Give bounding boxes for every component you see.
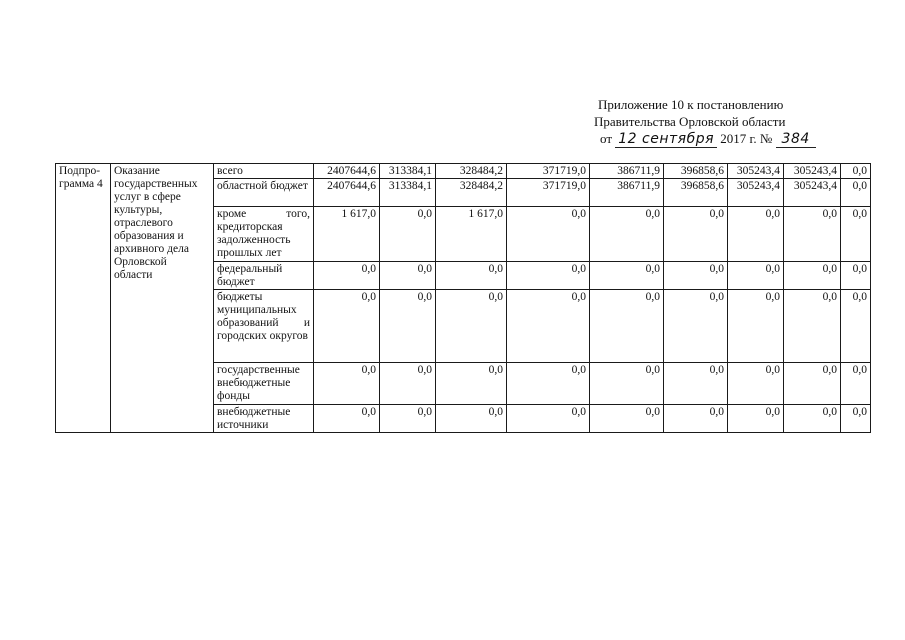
value-cell: 0,0 xyxy=(728,207,784,262)
value-cell: 0,0 xyxy=(314,262,380,290)
value-cell: 0,0 xyxy=(784,290,841,363)
value-cell: 386711,9 xyxy=(590,179,664,207)
value-cell: 0,0 xyxy=(380,405,436,433)
value-cell: 0,0 xyxy=(507,262,590,290)
header-date-number xyxy=(600,130,860,148)
value-cell: 386711,9 xyxy=(590,164,664,179)
subprogram-cell: Подпро- грамма 4 xyxy=(56,164,111,433)
value-cell: 1 617,0 xyxy=(436,207,507,262)
row-label: федеральный бюджет xyxy=(214,262,314,290)
value-cell: 305243,4 xyxy=(784,179,841,207)
value-cell: 0,0 xyxy=(507,207,590,262)
row-label: всего xyxy=(214,164,314,179)
handwritten-date: 12 сентября xyxy=(615,131,717,148)
value-cell: 396858,6 xyxy=(664,164,728,179)
value-cell: 0,0 xyxy=(664,262,728,290)
value-cell: 0,0 xyxy=(590,207,664,262)
row-label: областной бюджет xyxy=(214,179,314,207)
value-cell: 396858,6 xyxy=(664,179,728,207)
value-cell: 0,0 xyxy=(380,363,436,405)
value-cell: 0,0 xyxy=(436,405,507,433)
value-cell: 0,0 xyxy=(728,290,784,363)
document-header xyxy=(560,96,860,148)
value-cell: 305243,4 xyxy=(728,179,784,207)
value-cell: 0,0 xyxy=(436,363,507,405)
header-year-label: 2017 г. № xyxy=(720,131,773,146)
value-cell: 0,0 xyxy=(507,363,590,405)
value-cell: 371719,0 xyxy=(507,179,590,207)
value-cell: 2407644,6 xyxy=(314,179,380,207)
value-cell: 0,0 xyxy=(728,262,784,290)
value-cell: 0,0 xyxy=(841,207,871,262)
value-cell: 0,0 xyxy=(436,262,507,290)
table-row xyxy=(56,164,871,179)
value-cell: 0,0 xyxy=(728,363,784,405)
value-cell: 0,0 xyxy=(380,207,436,262)
value-cell: 0,0 xyxy=(590,262,664,290)
header-from-label: от xyxy=(600,131,613,146)
value-cell: 305243,4 xyxy=(784,164,841,179)
value-cell: 1 617,0 xyxy=(314,207,380,262)
value-cell: 0,0 xyxy=(664,405,728,433)
value-cell: 0,0 xyxy=(664,290,728,363)
value-cell: 0,0 xyxy=(436,290,507,363)
value-cell: 2407644,6 xyxy=(314,164,380,179)
value-cell: 0,0 xyxy=(314,363,380,405)
value-cell: 328484,2 xyxy=(436,179,507,207)
value-cell: 0,0 xyxy=(728,405,784,433)
handwritten-number: 384 xyxy=(776,131,816,148)
value-cell: 0,0 xyxy=(314,405,380,433)
value-cell: 313384,1 xyxy=(380,179,436,207)
value-cell: 0,0 xyxy=(841,363,871,405)
value-cell: 0,0 xyxy=(841,290,871,363)
value-cell: 0,0 xyxy=(590,363,664,405)
value-cell: 0,0 xyxy=(590,405,664,433)
value-cell: 0,0 xyxy=(841,179,871,207)
value-cell: 0,0 xyxy=(590,290,664,363)
subprogram-description: Оказание государственных услуг в сфере культуры, отраслевого образования и архивного дела Орловской области xyxy=(111,164,214,433)
value-cell: 0,0 xyxy=(784,405,841,433)
value-cell: 0,0 xyxy=(314,290,380,363)
value-cell: 371719,0 xyxy=(507,164,590,179)
value-cell: 0,0 xyxy=(841,405,871,433)
row-label: бюджеты муниципальных образований и городских округов xyxy=(214,290,314,363)
header-appendix-title: Приложение 10 к постановлению xyxy=(598,97,784,112)
header-government: Правительства Орловской области xyxy=(594,114,786,129)
value-cell: 0,0 xyxy=(507,290,590,363)
value-cell: 328484,2 xyxy=(436,164,507,179)
value-cell: 313384,1 xyxy=(380,164,436,179)
value-cell: 0,0 xyxy=(507,405,590,433)
value-cell: 0,0 xyxy=(380,262,436,290)
value-cell: 0,0 xyxy=(841,262,871,290)
row-label: кроме того, кредиторская задолженность прошлых лет xyxy=(214,207,314,262)
value-cell: 305243,4 xyxy=(728,164,784,179)
funding-table xyxy=(55,163,871,433)
value-cell: 0,0 xyxy=(784,207,841,262)
value-cell: 0,0 xyxy=(664,207,728,262)
value-cell: 0,0 xyxy=(841,164,871,179)
value-cell: 0,0 xyxy=(784,262,841,290)
row-label: внебюджетные источники xyxy=(214,405,314,433)
value-cell: 0,0 xyxy=(380,290,436,363)
value-cell: 0,0 xyxy=(664,363,728,405)
row-label: государственные внебюджетные фонды xyxy=(214,363,314,405)
value-cell: 0,0 xyxy=(784,363,841,405)
